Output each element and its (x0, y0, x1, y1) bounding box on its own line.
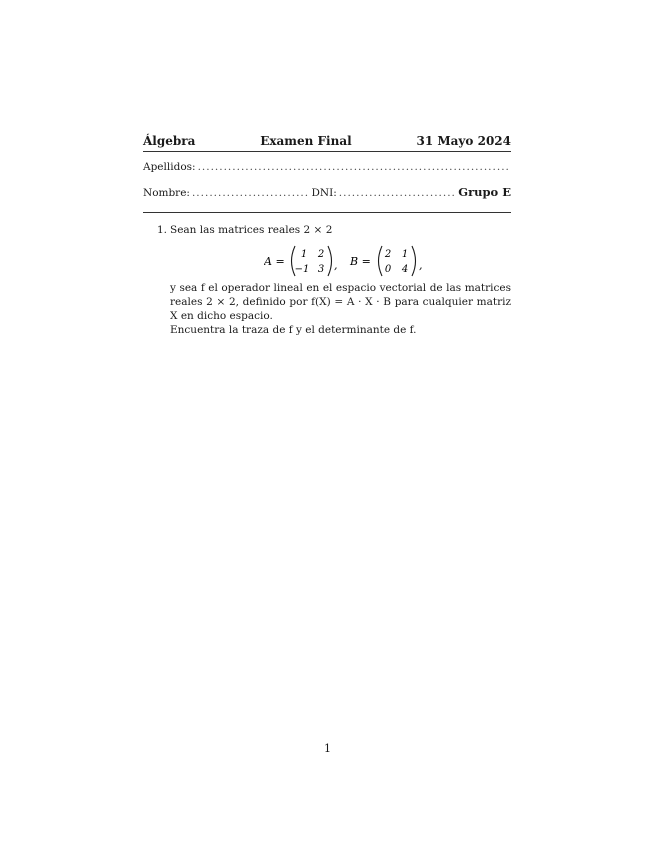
course-title: Álgebra (143, 134, 196, 148)
exam-title: Examen Final (260, 134, 352, 148)
exam-date: 31 Mayo 2024 (416, 134, 511, 148)
page-number: 1 (324, 742, 331, 755)
matrix-terminator: , (419, 259, 423, 272)
matrix-a-label: A = (264, 255, 285, 268)
nombre-label: Nombre: (143, 187, 190, 199)
matrix-a-cell: 1 (300, 249, 308, 260)
matrix-separator: , (334, 259, 338, 272)
matrix-a-right-paren (328, 246, 332, 276)
problem-intro: Sean las matrices reales 2 × 2 (170, 224, 333, 236)
matrix-a-cell: 3 (317, 264, 325, 275)
dni-dotted-line (339, 187, 457, 199)
matrix-b-right-paren (412, 246, 416, 276)
matrix-b-cell: 1 (401, 249, 409, 260)
nombre-dotted-line (192, 187, 310, 199)
grupo-label: Grupo E (458, 185, 511, 199)
header-rule (143, 151, 511, 152)
matrix-b-left-paren (379, 246, 383, 276)
matrix-b-label: B = (350, 255, 371, 268)
exam-header (143, 134, 511, 148)
section-rule (143, 212, 511, 213)
apellidos-dotted-line (198, 161, 509, 173)
matrix-b-cell: 4 (401, 264, 409, 275)
dni-label: DNI: (311, 187, 337, 199)
problem-question: Encuentra la traza de f y el determinante de f. (170, 324, 417, 336)
apellidos-field (143, 161, 511, 173)
problem-statement: y sea f el operador lineal en el espacio vectorial de las matrices reales 2 × 2, definido por f(X) = A · X · B para cualquier matriz X en dicho espacio. (170, 282, 511, 322)
matrix-b-cell: 0 (384, 264, 392, 275)
matrix-b-cell: 2 (384, 249, 392, 260)
problem-number: 1. (157, 224, 168, 236)
matrix-a-cell: −1 (294, 264, 310, 275)
nombre-dni-field (143, 185, 511, 199)
apellidos-label: Apellidos: (143, 161, 196, 173)
matrix-a-cell: 2 (317, 249, 325, 260)
matrix-equations (264, 243, 434, 279)
